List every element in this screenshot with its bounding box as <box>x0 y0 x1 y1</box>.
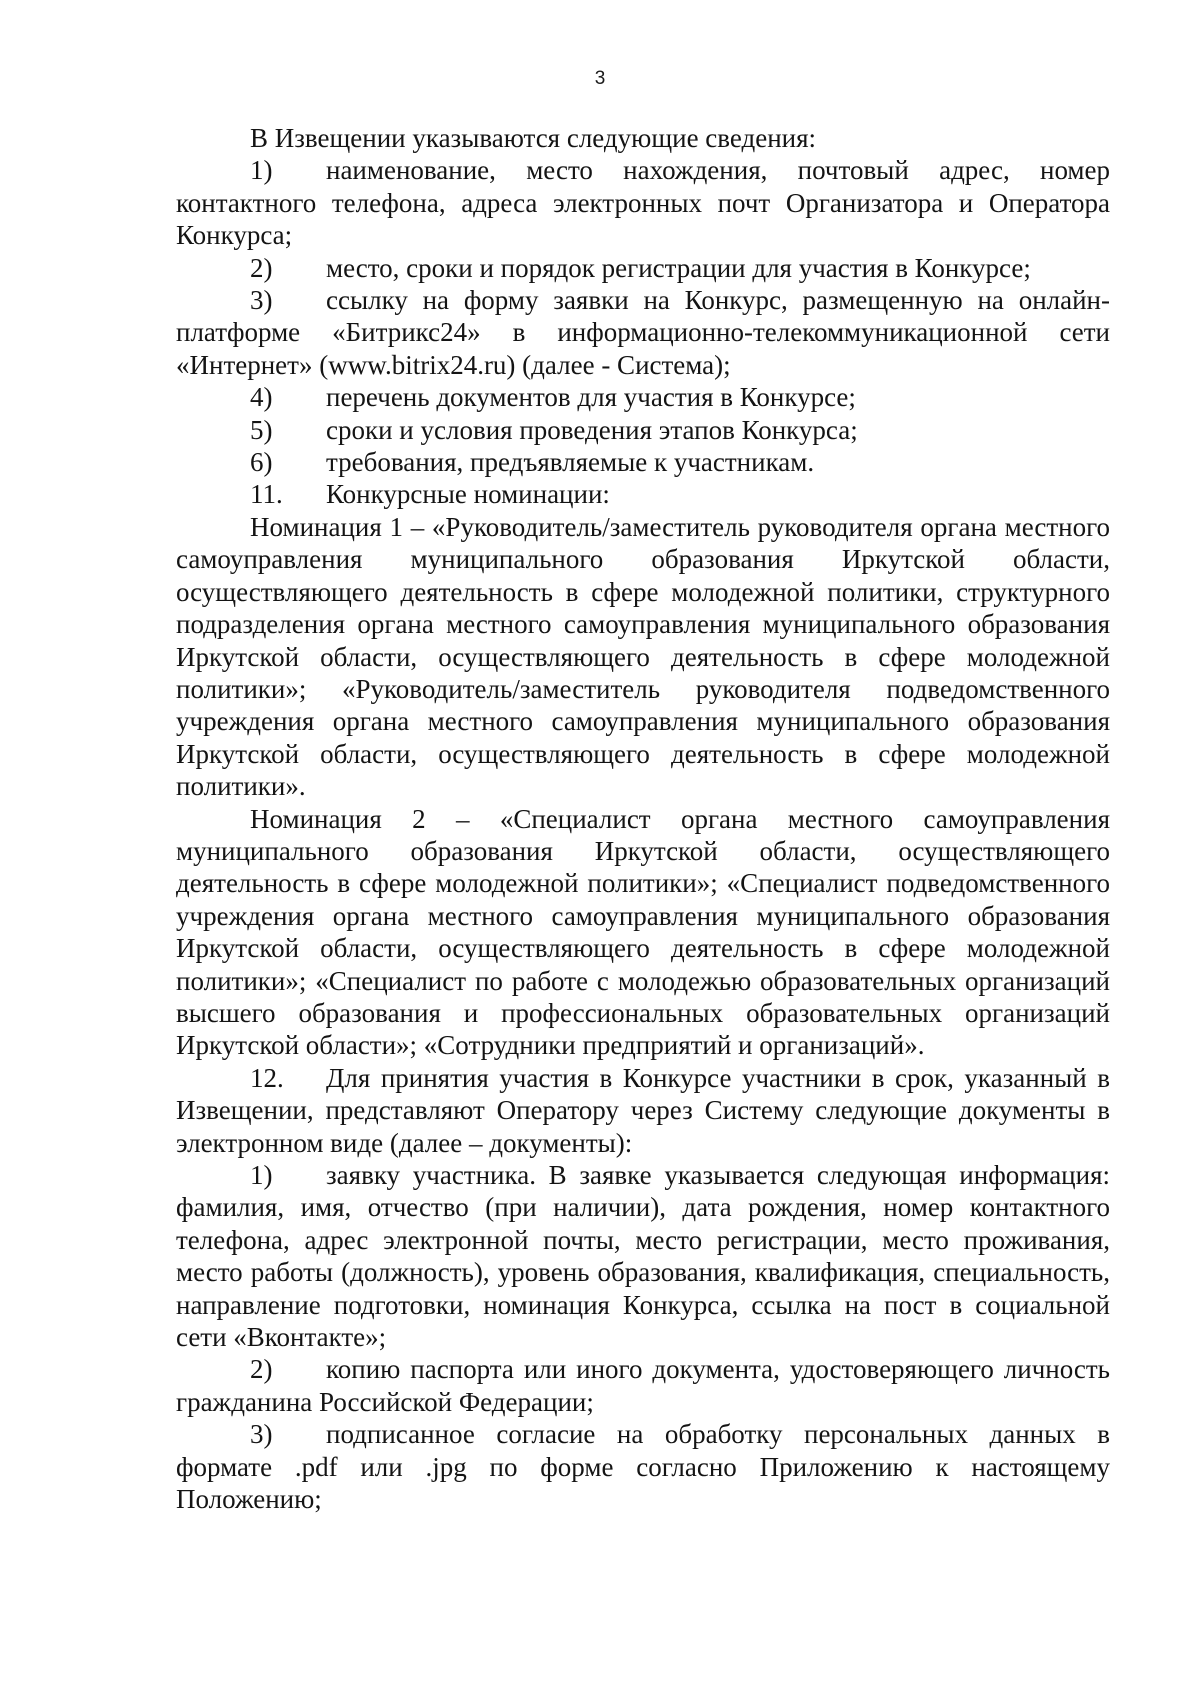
section-heading-text: Конкурсные номинации: <box>326 479 610 510</box>
document-body <box>176 122 1110 1515</box>
nomination-2-paragraph: Номинация 2 – «Специалист органа местного самоуправления муниципального образования Иркутской области, осуществляющего деятельность в сфере молодежной политики»; «Специалист подведомственного учреждения органа местного самоуправления муниципального образования Иркутской области, осуществляющего деятельность в сфере молодежной политики»; «Специалист по работе с молодежью образовательных организаций высшего образования и профессиональных образовательных организаций Иркутской области»; «Сотрудники предприятий и организаций». <box>176 803 1110 1061</box>
list-item <box>176 381 1110 413</box>
page-number: 3 <box>594 68 606 89</box>
list-item-text: место, сроки и порядок регистрации для участия в Конкурсе; <box>326 252 1031 283</box>
list-item-text: наименование, место нахождения, почтовый адрес, номер контактного телефона, адреса электронных почт Организатора и Оператора Конкурса; <box>176 155 1110 251</box>
list-item <box>176 1418 1110 1515</box>
list-item <box>176 1159 1110 1353</box>
list-item-number: 3) <box>250 285 273 316</box>
section-heading <box>176 478 1110 510</box>
list-item-number: 3) <box>250 1419 273 1450</box>
list-item-text: подписанное согласие на обработку персональных данных в формате .pdf или .jpg по форме согласно Приложению к настоящему Положению; <box>176 1419 1110 1515</box>
list-item <box>176 446 1110 478</box>
list-item-text: ссылку на форму заявки на Конкурс, размещенную на онлайн-платформе «Битрикс24» в информационно-телекоммуникационной сети «Интернет» (www.bitrix24.ru) (далее - Система); <box>176 285 1110 380</box>
list-item-text: перечень документов для участия в Конкурсе; <box>326 382 856 413</box>
list-item <box>176 284 1110 381</box>
list-item-number: 2) <box>250 1354 273 1385</box>
list-item <box>176 154 1110 251</box>
list-item <box>176 252 1110 284</box>
list-item-number: 5) <box>250 414 273 445</box>
section-number: 12. <box>250 1062 284 1093</box>
list-item-text: заявку участника. В заявке указывается следующая информация: фамилия, имя, отчество (при наличии), дата рождения, номер контактного телефона, адрес электронной почты, место регистрации, место проживания, место работы (должность), уровень образования, квалификация, специальность, направление подготовки, номинация Конкурса, ссылка на пост в социальной сети «Вконтакте»; <box>176 1160 1110 1353</box>
list-item-text: сроки и условия проведения этапов Конкурса; <box>326 414 858 445</box>
list-item-number: 1) <box>250 155 273 186</box>
list-item-number: 1) <box>250 1160 273 1190</box>
list-item <box>176 1353 1110 1418</box>
list-item-text: требования, предъявляемые к участникам. <box>326 447 815 478</box>
section-paragraph <box>176 1062 1110 1159</box>
list-item-number: 6) <box>250 447 273 478</box>
section-paragraph-text: Для принятия участия в Конкурсе участники в срок, указанный в Извещении, представляют Оператору через Систему следующие документы в электронном виде (далее – документы): <box>176 1062 1110 1158</box>
list-item-number: 4) <box>250 382 273 413</box>
list-item-text: копию паспорта или иного документа, удостоверяющего личность гражданина Российской Федерации; <box>176 1354 1110 1417</box>
nomination-1-paragraph: Номинация 1 – «Руководитель/заместитель руководителя органа местного самоуправления муниципального образования Иркутской области, осуществляющего деятельность в сфере молодежной политики, структурного подразделения органа местного самоуправления муниципального образования Иркутской области, осуществляющего деятельность в сфере молодежной политики»; «Руководитель/заместитель руководителя подведомственного учреждения органа местного самоуправления муниципального образования Иркутской области, осуществляющего деятельность в сфере молодежной политики». <box>176 511 1110 802</box>
list-item <box>176 414 1110 446</box>
list-item-number: 2) <box>250 252 273 283</box>
section-number: 11. <box>250 479 283 510</box>
intro-paragraph: В Извещении указываются следующие сведения: <box>250 123 817 153</box>
